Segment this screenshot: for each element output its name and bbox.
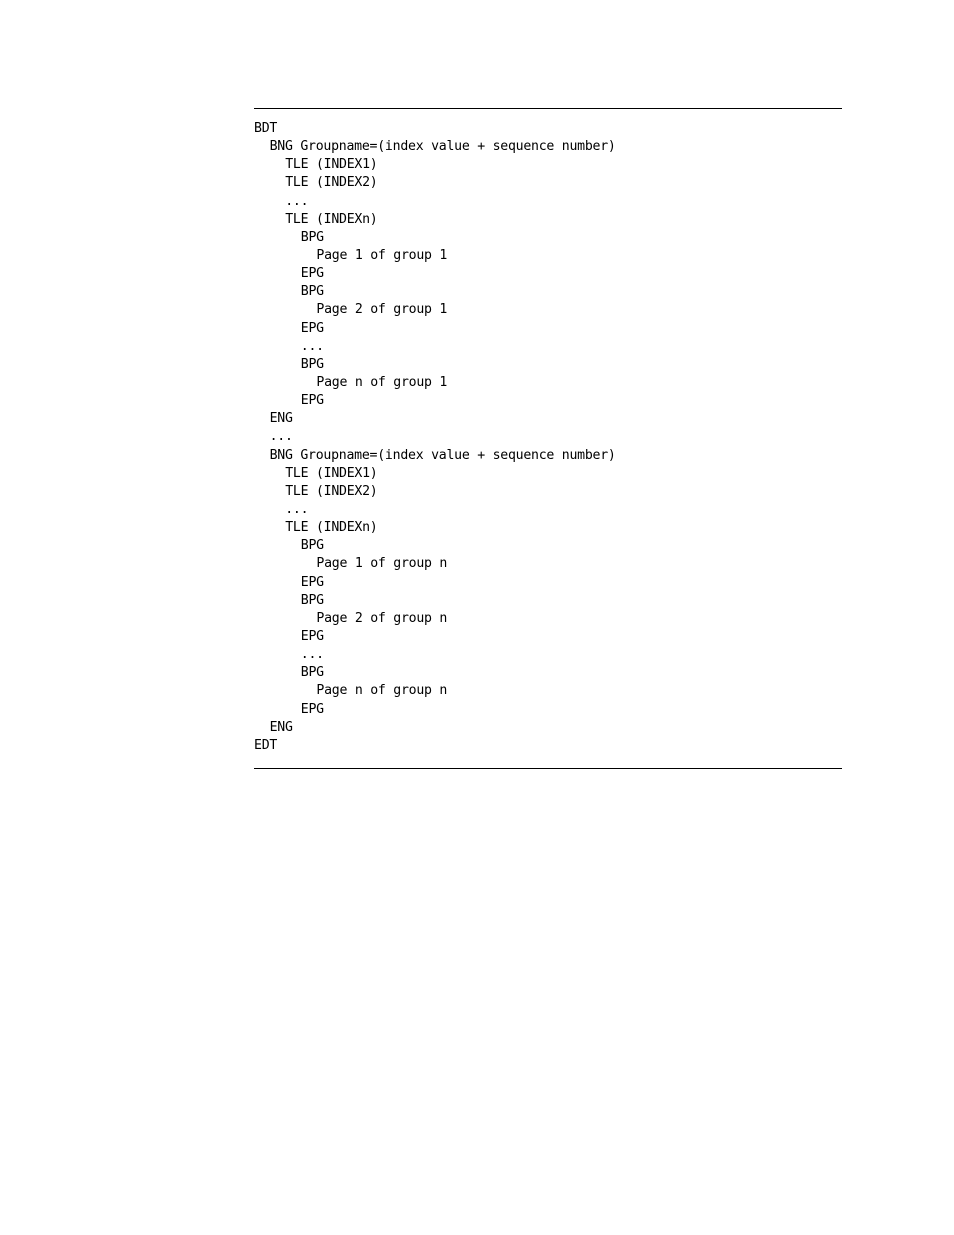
code-line: ... xyxy=(285,193,309,209)
code-line: BPG xyxy=(300,538,324,554)
code-line: EPG xyxy=(300,266,324,282)
code-line: EPG xyxy=(300,574,324,590)
code-line: Page 2 of group 1 xyxy=(316,302,448,318)
code-line: TLE (INDEX2) xyxy=(285,175,378,191)
code-line: BNG Groupname=(index value + sequence number) xyxy=(269,139,616,155)
top-rule xyxy=(254,108,842,109)
code-line: EPG xyxy=(300,701,324,717)
code-line: ENG xyxy=(269,719,293,735)
code-line: EPG xyxy=(300,393,324,409)
code-listing xyxy=(254,120,842,755)
code-line: BDT xyxy=(254,121,278,136)
code-line: TLE (INDEX2) xyxy=(285,483,378,499)
code-line: Page n of group n xyxy=(316,683,448,699)
code-line: ... xyxy=(300,647,324,663)
code-line: EPG xyxy=(300,628,324,644)
code-line: BPG xyxy=(300,592,324,608)
code-line: BPG xyxy=(300,665,324,681)
code-line: EDT xyxy=(254,737,278,753)
code-line: BNG Groupname=(index value + sequence number) xyxy=(269,447,616,463)
code-line: BPG xyxy=(300,229,324,245)
code-line: Page 1 of group 1 xyxy=(316,247,448,263)
code-line: BPG xyxy=(300,356,324,372)
code-line: ... xyxy=(285,501,309,517)
code-line: TLE (INDEXn) xyxy=(285,520,378,536)
code-line: ... xyxy=(300,338,324,354)
code-line: ... xyxy=(269,429,293,445)
code-figure xyxy=(254,108,842,769)
code-line: Page 1 of group n xyxy=(316,556,448,572)
code-line: Page n of group 1 xyxy=(316,374,448,390)
code-line: EPG xyxy=(300,320,324,336)
code-line: ENG xyxy=(269,411,293,427)
code-line: TLE (INDEX1) xyxy=(285,157,378,173)
bottom-rule xyxy=(254,768,842,769)
code-line: BPG xyxy=(300,284,324,300)
code-line: TLE (INDEX1) xyxy=(285,465,378,481)
code-line: Page 2 of group n xyxy=(316,610,448,626)
code-line: TLE (INDEXn) xyxy=(285,211,378,227)
